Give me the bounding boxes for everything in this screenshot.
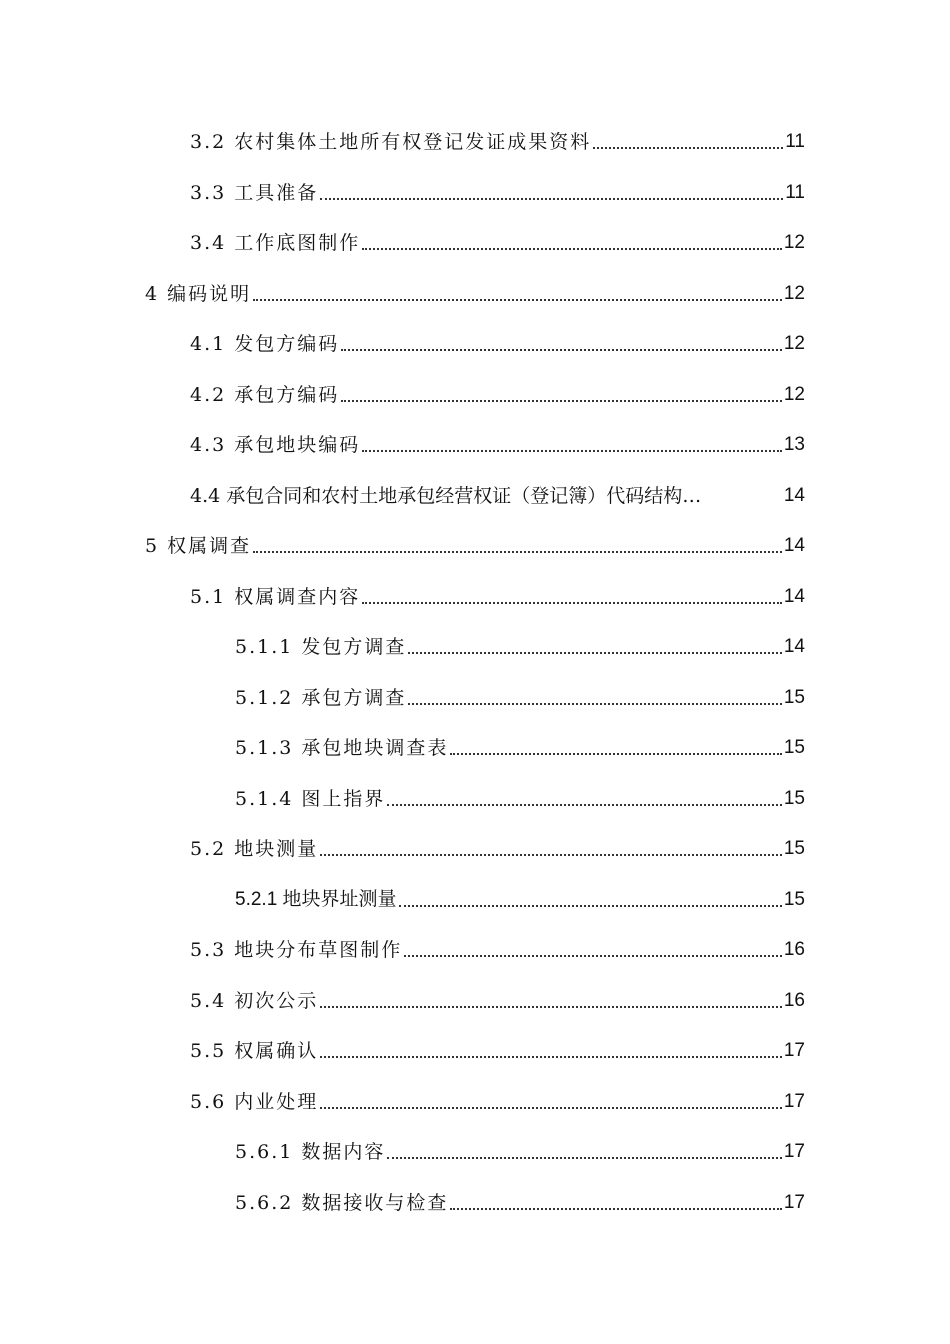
dot-leader — [450, 1208, 781, 1210]
dot-leader — [320, 854, 782, 856]
toc-entry-4-2[interactable] — [190, 377, 805, 407]
toc-entry-page-number: 11 — [785, 182, 805, 203]
toc-entry-label: 3.4 工作底图制作 — [190, 232, 361, 254]
toc-entry-5[interactable] — [145, 528, 805, 558]
toc-entry-page-number: 12 — [783, 333, 805, 354]
dot-leader — [320, 198, 783, 200]
dot-leader — [404, 955, 782, 957]
toc-entry-label: 5.5 权属确认 — [190, 1040, 319, 1062]
toc-entry-page-number: 14 — [783, 535, 805, 556]
toc-entry-5-4[interactable] — [190, 983, 805, 1013]
dot-leader — [408, 703, 781, 705]
dot-leader — [341, 349, 782, 351]
toc-entry-page-number: 14 — [783, 485, 805, 506]
toc-entry-label: 5.1.3 承包地块调查表 — [235, 737, 449, 759]
toc-entry-5-6-2[interactable] — [235, 1185, 805, 1215]
toc-entry-5-6[interactable] — [190, 1084, 805, 1114]
toc-entry-page-number: 15 — [783, 889, 805, 910]
dot-leader — [408, 652, 781, 654]
toc-entry-5-1[interactable] — [190, 579, 805, 609]
toc-entry-4-4[interactable] — [190, 478, 805, 508]
dot-leader — [362, 248, 782, 250]
toc-entry-label: 5.1.1 发包方调查 — [235, 636, 407, 658]
toc-entry-page-number: 11 — [785, 131, 805, 152]
dot-leader — [399, 905, 782, 907]
toc-entry-page-number: 16 — [783, 939, 805, 960]
toc-entry-label: 4.2 承包方编码 — [190, 384, 340, 406]
toc-entry-label: 5.6.1 数据内容 — [235, 1141, 386, 1163]
toc-entry-page-number: 17 — [783, 1141, 805, 1162]
toc-entry-label: 5.1.2 承包方调查 — [235, 687, 407, 709]
toc-entry-page-number: 12 — [783, 283, 805, 304]
toc-entry-label: 5 权属调查 — [145, 535, 252, 557]
toc-entry-label: 5.2 地块测量 — [190, 838, 319, 860]
toc-entry-page-number: 15 — [783, 788, 805, 809]
toc-entry-label: 4.4 承包合同和农村土地承包经营权证（登记簿）代码结构… — [190, 485, 702, 507]
dot-leader — [320, 1056, 782, 1058]
toc-entry-5-5[interactable] — [190, 1033, 805, 1063]
toc-entry-page-number: 17 — [783, 1192, 805, 1213]
toc-entry-label: 4.1 发包方编码 — [190, 333, 340, 355]
dot-leader — [253, 551, 782, 553]
dot-leader — [362, 450, 782, 452]
toc-entry-page-number: 17 — [783, 1040, 805, 1061]
toc-entry-4-1[interactable] — [190, 326, 805, 356]
toc-entry-3-2[interactable] — [190, 124, 805, 154]
toc-entry-label: 5.1.4 图上指界 — [235, 788, 386, 810]
toc-entry-page-number: 13 — [783, 434, 805, 455]
dot-leader — [362, 602, 782, 604]
toc-entry-3-3[interactable] — [190, 175, 805, 205]
toc-entry-5-1-3[interactable] — [235, 730, 805, 760]
toc-entry-page-number: 15 — [783, 838, 805, 859]
toc-entry-5-1-4[interactable] — [235, 781, 805, 811]
toc-entry-page-number: 15 — [783, 687, 805, 708]
toc-entry-3-4[interactable] — [190, 225, 805, 255]
toc-entry-label: 5.1 权属调查内容 — [190, 586, 361, 608]
dot-leader — [593, 147, 783, 149]
toc-entry-5-2[interactable] — [190, 831, 805, 861]
dot-leader — [320, 1006, 782, 1008]
toc-entry-4-3[interactable] — [190, 427, 805, 457]
toc-entry-label: 5.4 初次公示 — [190, 990, 319, 1012]
toc-entry-label: 4.3 承包地块编码 — [190, 434, 361, 456]
toc-entry-page-number: 17 — [783, 1091, 805, 1112]
toc-entry-page-number: 16 — [783, 990, 805, 1011]
toc-entry-page-number: 14 — [783, 586, 805, 607]
dot-leader — [387, 1157, 781, 1159]
toc-entry-label: 5.6.2 数据接收与检查 — [235, 1192, 449, 1214]
toc-entry-label: 5.3 地块分布草图制作 — [190, 939, 403, 961]
toc-entry-page-number: 12 — [783, 232, 805, 253]
toc-entry-label: 3.3 工具准备 — [190, 182, 319, 204]
toc-entry-label: 3.2 农村集体土地所有权登记发证成果资料 — [190, 131, 592, 153]
toc-entry-5-1-1[interactable] — [235, 629, 805, 659]
toc-entry-label: 5.6 内业处理 — [190, 1091, 319, 1113]
toc-entry-label: 5.2.1 地块界址测量 — [235, 889, 397, 910]
toc-entry-page-number: 12 — [783, 384, 805, 405]
toc-entry-page-number: 14 — [783, 636, 805, 657]
toc-entry-5-1-2[interactable] — [235, 680, 805, 710]
toc-entry-5-2-1[interactable] — [235, 882, 805, 912]
toc-entry-label: 4 编码说明 — [145, 283, 252, 305]
toc-entry-5-3[interactable] — [190, 932, 805, 962]
toc-entry-page-number: 15 — [783, 737, 805, 758]
dot-leader — [450, 753, 781, 755]
dot-leader — [320, 1107, 782, 1109]
dot-leader — [253, 299, 782, 301]
toc-entry-5-6-1[interactable] — [235, 1134, 805, 1164]
dot-leader — [387, 804, 781, 806]
toc-entry-4[interactable] — [145, 276, 805, 306]
dot-leader — [341, 400, 782, 402]
